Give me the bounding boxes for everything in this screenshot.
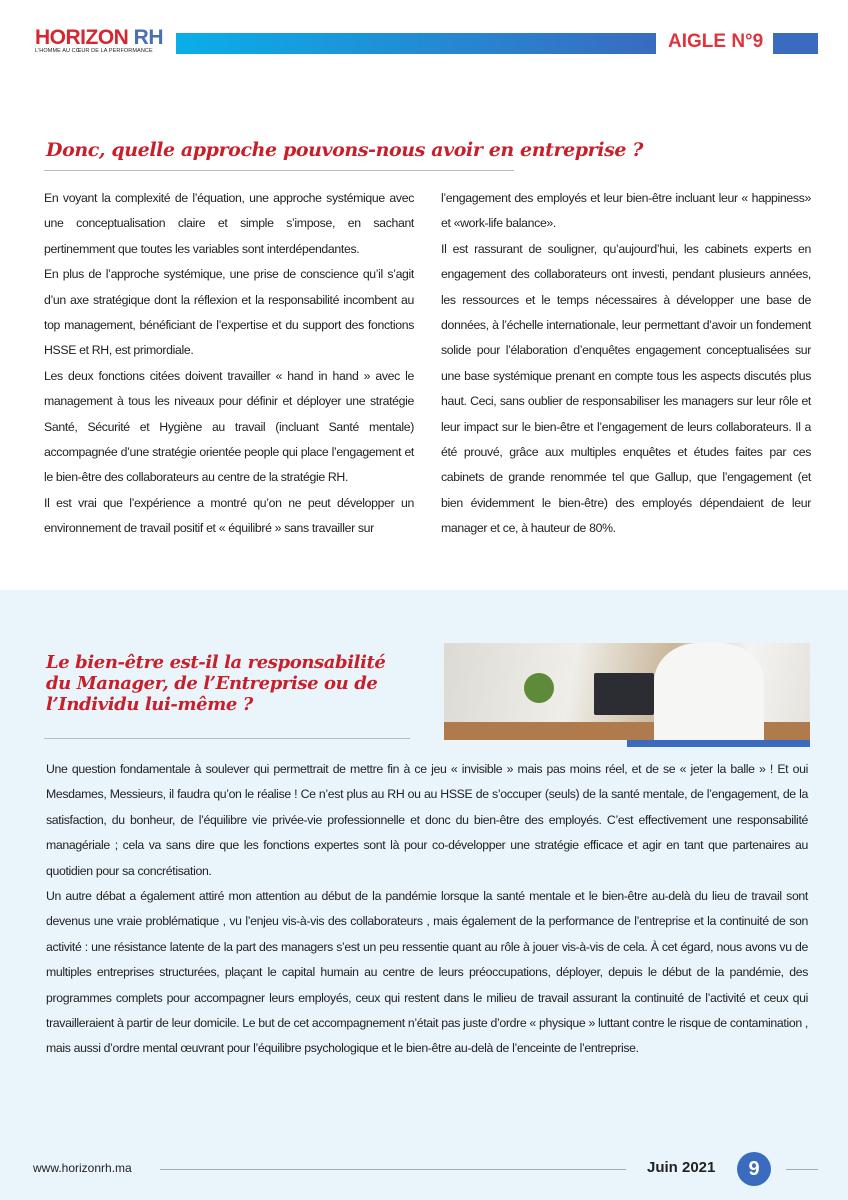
paragraph: Une question fondamentale à soulever qui permettrait de mettre fin à ce jeu « invisible » mais pas moins réel, et de se « jeter la balle » ! Et oui Mesdames, Messieurs, il faudra qu’on le réalise ! Ce n’est plus au RH ou au HSSE de s’occuper (seuls) de la santé mentale, de l’engagement, de la satisfaction, du bonheur, de l’équilibre vie privée-vie professionnelle et donc du bien-être des employés. C’est effectivement une responsabilité managériale ; cela va sans dire que les fonctions expertes sont là pour co-développer une stratégie efficace et agir en tant que partenaires au quotidien pour sa concrétisation. — [46, 762, 808, 878]
issue-label: AIGLE N°9 — [668, 31, 764, 52]
section-title: Donc, quelle approche pouvons-nous avoir en entreprise ? — [46, 139, 644, 161]
footer-rule — [160, 1169, 626, 1170]
article-body — [46, 757, 808, 1062]
paragraph: Les deux fonctions citées doivent travailler « hand in hand » avec le management à tous les niveaux pour définir et déployer une stratégie Santé, Sécurité et Hygiène au travail (incluant Santé mentale) accompagnée d’une stratégie orientée people qui place l’engagement et le bien-être des collaborateurs au centre de la stratégie RH. — [44, 368, 414, 485]
brand-name: HORIZON — [35, 26, 129, 49]
paragraph: Il est vrai que l’expérience a montré qu’on ne peut développer un environnement de travail positif et « équilibré » sans travailler sur — [44, 495, 414, 536]
paragraph: En plus de l’approche systémique, une prise de conscience qu’il s’agit d’un axe stratégique dont la réflexion et la responsabilité incombent au top management, bénéficiant de l’expertise et du support des fonctions HSSE et RH, est primordiale. — [44, 267, 414, 358]
issue-box — [773, 33, 818, 54]
issue-date: Juin 2021 — [647, 1159, 716, 1176]
website-link[interactable]: www.horizonrh.ma — [33, 1161, 132, 1175]
brand-logo — [35, 28, 163, 54]
brand-suffix: RH — [133, 26, 164, 49]
header-bar — [176, 33, 656, 54]
paragraph: Il est rassurant de souligner, qu’aujourd’hui, les cabinets experts en engagement des collaborateurs ont investi, pendant plusieurs années, les ressources et le temps nécessaires à développer une base de données, à l’échelle internationale, leur permettant d’avoir un fondement solide pour l’élaboration d’enquêtes engagement conceptualisées sur une base systémique prenant en compte tous les aspects discutés plus haut. Ceci, sans oublier de responsabiliser les managers sur leur rôle et leur impact sur le bien-être et l’engagement de leurs collaborateurs. Il a été prouvé, grâce aux multiples enquêtes et études faites par ces cabinets de grande renommée tel que Gallup, que l’engagement (et bien évidemment le bien-être) des employés dépendaient de leur manager et ce, à hauteur de 80%. — [441, 241, 811, 536]
paragraph: l’engagement des employés et leur bien-être incluant leur « happiness» et «work-life balance». — [441, 191, 811, 231]
photo-accent-bar — [627, 740, 810, 747]
right-column — [441, 186, 811, 542]
divider — [44, 738, 410, 739]
left-column — [44, 186, 414, 542]
footer-rule — [786, 1169, 818, 1170]
page-number: 9 — [737, 1152, 771, 1186]
office-photo — [444, 643, 810, 740]
brand-tagline: L'HOMME AU CŒUR DE LA PERFORMANCE — [35, 48, 153, 54]
divider — [44, 170, 514, 171]
paragraph: En voyant la complexité de l’équation, une approche systémique avec une conceptualisation claire et simple s’impose, en sachant pertinemment que toutes les variables sont interdépendantes. — [44, 191, 414, 256]
paragraph: Un autre débat a également attiré mon attention au début de la pandémie lorsque la santé mentale et le bien-être au-delà du lieu de travail sont devenus une vraie problématique , vu l’enjeu vis-à-vis des collaborateurs , mais également de la performance de l’entreprise et la continuité de son activité : une résistance latente de la part des managers s’est un peu ressentie quant au rôle à jouer vis-à-vis de cela. À cet égard, nous avons vu de multiples entreprises structurées, plaçant le capital humain au centre de leurs préoccupations, déployer, depuis le début de la pandémie, des programmes complets pour accompagner leurs employés, ceux qui restent dans le milieu de travail assurant la continuité de l’activité et ceux qui travailleraient à partir de leur domicile. Le but de cet accompagnement n’était pas juste d’ordre « physique » luttant contre le risque de contamination , mais aussi d’ordre mental œuvrant pour l’équilibre psychologique et le bien-être au-delà de l’enceinte de l’entreprise. — [46, 889, 808, 1056]
section-title: Le bien-être est-il la responsabilité du Manager, de l’Entreprise ou de l’Individu lui-même ? — [46, 652, 386, 715]
